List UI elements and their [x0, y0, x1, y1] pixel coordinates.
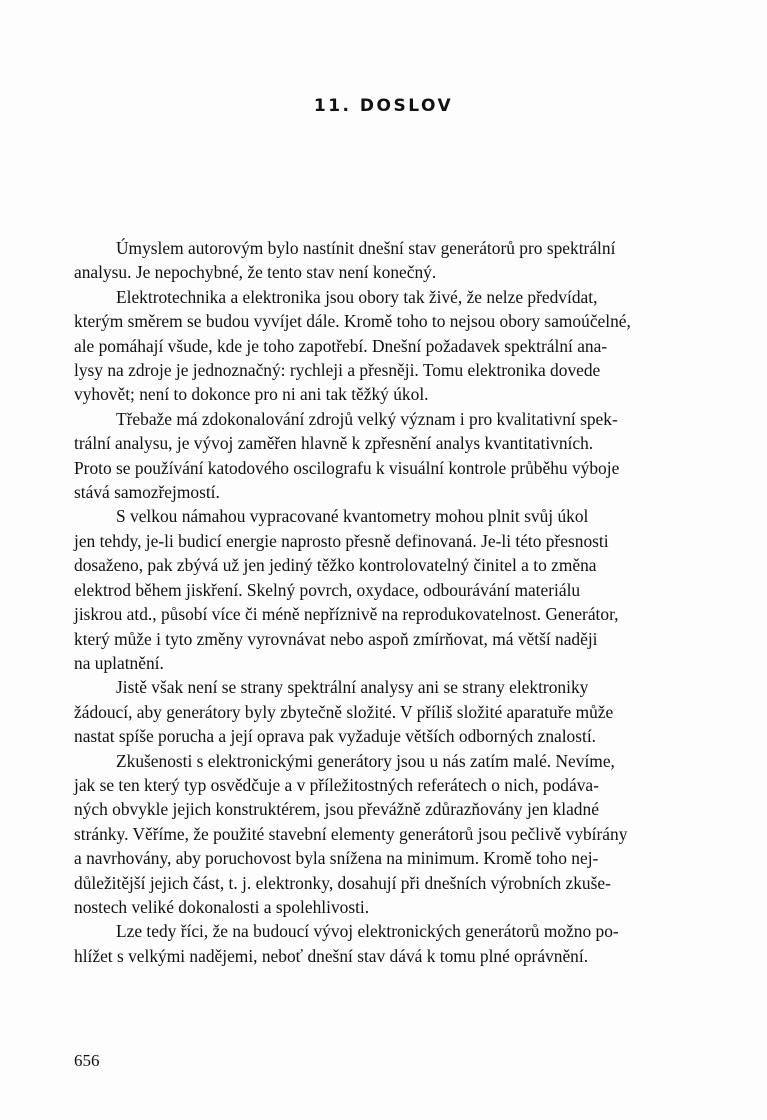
text-line: vyhovět; není to dokonce pro ni ani tak těžký úkol. — [74, 384, 429, 405]
chapter-title: 11. DOSLOV — [313, 96, 454, 116]
text-line: Lze tedy říci, že na budoucí vývoj elektronických generátorů možno po- — [116, 921, 619, 942]
text-line: elektrod během jiskření. Skelný povrch, oxydace, odbourávání materiálu — [74, 579, 581, 600]
text-line: lysy na zdroje je jednoznačný: rychleji a přesněji. Tomu elektronika dovede — [74, 360, 601, 381]
text-line: dosaženo, pak zbývá už jen jediný těžko kontrolovatelný činitel a to změna — [74, 555, 597, 576]
text-line: Proto se používání katodového oscilografu k visuální kontrole průběhu výboje — [74, 457, 620, 478]
page-number: 656 — [74, 1051, 100, 1070]
text-line: nostech veliké dokonalosti a spolehlivosti. — [74, 896, 370, 917]
text-line: ale pomáhají všude, kde je toho zapotřebí. Dnešní požadavek spektrální ana- — [74, 335, 608, 356]
text-line: analysu. Je nepochybné, že tento stav není konečný. — [74, 262, 437, 283]
text-line: S velkou námahou vypracované kvantometry mohou plnit svůj úkol — [116, 506, 589, 527]
text-line: Zkušenosti s elektronickými generátory jsou u nás zatím malé. Nevíme, — [116, 750, 615, 771]
text-line: nastat spíše porucha a její oprava pak vyžaduje větších odborných znalostí. — [74, 726, 597, 747]
text-line: hlížet s velkými nadějemi, neboť dnešní stav dává k tomu plné oprávnění. — [74, 945, 589, 966]
text-line: důležitější jejich část, t. j. elektronky, dosahují při dnešních výrobních zkuše- — [74, 872, 611, 893]
text-line: Jistě však není se strany spektrální analysy ani se strany elektroniky — [116, 677, 589, 698]
text-line: kterým směrem se budou vyvíjet dále. Kromě toho to nejsou obory samoúčelné, — [74, 311, 631, 332]
text-line: jiskrou atd., působí více či méně nepříznivě na reprodukovatelnost. Generátor, — [74, 604, 619, 625]
body-text — [74, 236, 754, 968]
text-line: trální analysu, je vývoj zaměřen hlavně k zpřesnění analys kvantitativních. — [74, 433, 594, 454]
text-line: žádoucí, aby generátory byly zbytečně složité. V příliš složité aparatuře může — [74, 701, 614, 722]
text-line: stránky. Věříme, že použité stavební elementy generátorů jsou pečlivě vybírány — [74, 823, 628, 844]
text-line: a navrhovány, aby poruchovost byla snížena na minimum. Kromě toho nej- — [74, 848, 599, 869]
text-line: stává samozřejmostí. — [74, 482, 220, 503]
text-line: ných obvykle jejich konstruktérem, jsou převážně zdůrazňovány jen kladné — [74, 799, 599, 820]
text-line: Třebaže má zdokonalování zdrojů velký význam i pro kvalitativní spek- — [116, 408, 618, 429]
text-line: který může i tyto změny vyrovnávat nebo aspoň zmírňovat, má větší naději — [74, 628, 598, 649]
text-line: jak se ten který typ osvědčuje a v příležitostných referátech o nich, podáva- — [74, 774, 599, 795]
text-line: Úmyslem autorovým bylo nastínit dnešní stav generátorů pro spektrální — [116, 238, 616, 258]
text-line: na uplatnění. — [74, 652, 164, 673]
text-line: jen tehdy, je-li budicí energie naprosto přesně definovaná. Je-li této přesnosti — [74, 530, 609, 551]
text-line: Elektrotechnika a elektronika jsou obory tak živé, že nelze předvídat, — [116, 286, 598, 307]
